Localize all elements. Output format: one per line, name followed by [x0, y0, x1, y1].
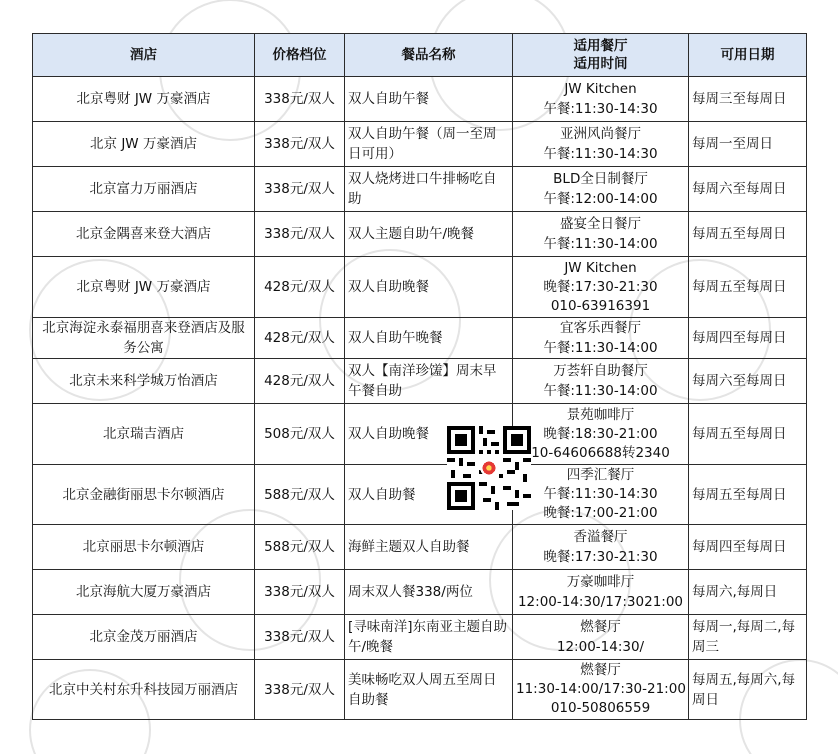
table-header-row: [33, 34, 807, 77]
restaurant-line: 午餐:11:30-14:00: [543, 340, 658, 356]
restaurant-line: 午餐:11:30-14:30: [543, 146, 658, 162]
cell-meal: 美味畅吃双人周五至周日自助餐: [345, 660, 513, 720]
restaurant-line: 午餐:12:00-14:00: [543, 191, 658, 207]
cell-hotel: 北京金茂万丽酒店: [33, 615, 255, 660]
restaurant-line: 010-63916391: [550, 297, 651, 314]
table-row: [33, 212, 807, 257]
cell-meal: 双人自助午餐（周一至周日可用）: [345, 122, 513, 167]
table-row: [33, 404, 807, 465]
cell-dates: 每周六至每周日: [689, 167, 807, 212]
restaurant-line: JW Kitchen: [564, 81, 637, 97]
cell-meal: 双人主题自助午/晚餐: [345, 212, 513, 257]
cell-restaurant-time: [513, 167, 689, 212]
restaurant-line: 亚洲风尚餐厅: [560, 126, 641, 142]
cell-restaurant-time: [513, 318, 689, 359]
cell-dates: 每周五至每周日: [689, 257, 807, 318]
cell-meal: [寻味南洋]东南亚主题自助午/晚餐: [345, 615, 513, 660]
cell-restaurant-time: [513, 615, 689, 660]
hotel-buffet-table: [32, 33, 807, 720]
cell-restaurant-time: [513, 77, 689, 122]
table-row: [33, 465, 807, 525]
restaurant-line: 盛宴全日餐厅: [560, 216, 641, 232]
header-hotel: 酒店: [33, 34, 255, 77]
cell-dates: 每周一,每周二,每周三: [689, 615, 807, 660]
restaurant-line: 宜客乐西餐厅: [560, 320, 641, 336]
cell-dates: 每周四至每周日: [689, 525, 807, 570]
header-price: 价格档位: [255, 34, 345, 77]
cell-restaurant-time: [513, 525, 689, 570]
cell-price: 428元/双人: [255, 359, 345, 404]
header-meal: 餐品名称: [345, 34, 513, 77]
cell-price: 338元/双人: [255, 77, 345, 122]
cell-price: 338元/双人: [255, 122, 345, 167]
cell-hotel: 北京海航大厦万豪酒店: [33, 570, 255, 615]
cell-hotel: 北京未来科学城万怡酒店: [33, 359, 255, 404]
restaurant-line: 景苑咖啡厅: [566, 406, 635, 423]
restaurant-line: 午餐:11:30-14:00: [543, 383, 658, 399]
cell-hotel: 北京金隅喜来登大酒店: [33, 212, 255, 257]
restaurant-line: JW Kitchen: [564, 259, 637, 276]
table-row: [33, 660, 807, 720]
cell-restaurant-time: [513, 212, 689, 257]
cell-meal: 双人自助餐: [345, 465, 513, 525]
table-row: [33, 257, 807, 318]
cell-meal: 双人自助午餐: [345, 77, 513, 122]
cell-dates: 每周五至每周日: [689, 212, 807, 257]
cell-dates: 每周四至每周日: [689, 318, 807, 359]
cell-meal: 双人【南洋珍馐】周末早午餐自助: [345, 359, 513, 404]
cell-restaurant-time: [513, 570, 689, 615]
restaurant-line: 香溢餐厅: [573, 529, 628, 545]
cell-hotel: 北京海淀永泰福朋喜来登酒店及服务公寓: [33, 318, 255, 359]
cell-hotel: 北京瑞吉酒店: [33, 404, 255, 465]
table-row: [33, 570, 807, 615]
table-row: [33, 167, 807, 212]
restaurant-line: 晚餐:17:30-21:30: [543, 278, 658, 295]
header-restaurant-time: 适用餐厅 适用时间: [513, 34, 689, 77]
cell-hotel: 北京富力万丽酒店: [33, 167, 255, 212]
table-row: [33, 525, 807, 570]
restaurant-line: 燃餐厅: [580, 662, 621, 678]
cell-hotel: 北京粤财 JW 万豪酒店: [33, 77, 255, 122]
cell-restaurant-time: [513, 122, 689, 167]
restaurant-line: 010-50806559: [550, 700, 651, 716]
restaurant-line: 四季汇餐厅: [566, 467, 635, 483]
table-row: [33, 77, 807, 122]
restaurant-line: 11:30-14:00/17:30-21:00: [516, 681, 686, 697]
header-dates: 可用日期: [689, 34, 807, 77]
cell-restaurant-time: [513, 359, 689, 404]
restaurant-line: 午餐:11:30-14:30: [543, 101, 658, 117]
restaurant-line: 12:00-14:30/: [556, 639, 645, 655]
cell-meal: 海鲜主题双人自助餐: [345, 525, 513, 570]
restaurant-line: BLD全日制餐厅: [553, 171, 648, 187]
table-row: [33, 615, 807, 660]
cell-price: 338元/双人: [255, 660, 345, 720]
cell-dates: 每周五,每周六,每周日: [689, 660, 807, 720]
restaurant-line: 万豪咖啡厅: [566, 574, 635, 590]
cell-restaurant-time: [513, 660, 689, 720]
restaurant-line: 晚餐:18:30-21:00: [543, 425, 658, 442]
restaurant-line: 午餐:11:30-14:00: [543, 236, 658, 252]
cell-meal: 双人自助午晚餐: [345, 318, 513, 359]
cell-price: 428元/双人: [255, 257, 345, 318]
cell-dates: 每周六,每周日: [689, 570, 807, 615]
cell-hotel: 北京金融街丽思卡尔顿酒店: [33, 465, 255, 525]
restaurant-line: 10-64606688转2340: [531, 444, 670, 461]
cell-restaurant-time: [513, 404, 689, 465]
cell-price: 428元/双人: [255, 318, 345, 359]
table-row: [33, 122, 807, 167]
qr-code: [447, 426, 531, 510]
table-row: [33, 318, 807, 359]
cell-price: 338元/双人: [255, 615, 345, 660]
cell-price: 588元/双人: [255, 525, 345, 570]
cell-restaurant-time: [513, 465, 689, 525]
cell-hotel: 北京 JW 万豪酒店: [33, 122, 255, 167]
cell-hotel: 北京中关村东升科技园万丽酒店: [33, 660, 255, 720]
restaurant-line: 燃餐厅: [580, 619, 621, 635]
cell-dates: 每周五至每周日: [689, 465, 807, 525]
cell-dates: 每周五至每周日: [689, 404, 807, 465]
cell-price: 338元/双人: [255, 167, 345, 212]
restaurant-line: 午餐:11:30-14:30: [543, 486, 658, 502]
cell-price: 338元/双人: [255, 570, 345, 615]
cell-dates: 每周六至每周日: [689, 359, 807, 404]
cell-meal: 双人自助晚餐: [345, 404, 513, 465]
cell-price: 508元/双人: [255, 404, 345, 465]
table-row: [33, 359, 807, 404]
cell-price: 338元/双人: [255, 212, 345, 257]
restaurant-line: 晚餐:17:30-21:30: [543, 549, 658, 565]
restaurant-line: 万荟轩自助餐厅: [553, 363, 648, 379]
restaurant-line: 12:00-14:30/17:3021:00: [517, 594, 684, 610]
cell-meal: 双人烧烤进口牛排畅吃自助: [345, 167, 513, 212]
cell-price: 588元/双人: [255, 465, 345, 525]
cell-dates: 每周一至周日: [689, 122, 807, 167]
cell-meal: 双人自助晚餐: [345, 257, 513, 318]
cell-hotel: 北京丽思卡尔顿酒店: [33, 525, 255, 570]
cell-restaurant-time: [513, 257, 689, 318]
cell-meal: 周末双人餐338/两位: [345, 570, 513, 615]
cell-dates: 每周三至每周日: [689, 77, 807, 122]
restaurant-line: 晚餐:17:00-21:00: [543, 505, 658, 521]
cell-hotel: 北京粤财 JW 万豪酒店: [33, 257, 255, 318]
